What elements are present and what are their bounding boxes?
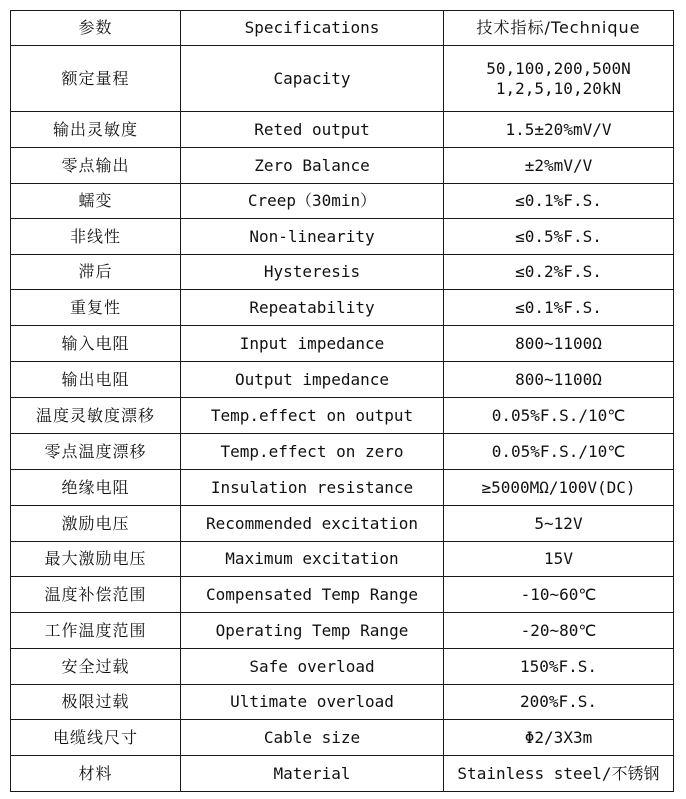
param-value: 800~1100Ω bbox=[444, 326, 674, 362]
param-value: 150%F.S. bbox=[444, 649, 674, 685]
table-row bbox=[11, 756, 674, 792]
header-param: 参数 bbox=[11, 11, 181, 46]
table-row bbox=[11, 219, 674, 255]
header-row bbox=[11, 11, 674, 46]
param-name-en: Capacity bbox=[181, 46, 444, 112]
param-name-en: Ultimate overload bbox=[181, 685, 444, 720]
param-name-en: Non-linearity bbox=[181, 219, 444, 255]
param-name-en: Maximum excitation bbox=[181, 542, 444, 577]
param-value: -20~80℃ bbox=[444, 613, 674, 649]
param-name-zh: 重复性 bbox=[11, 290, 181, 326]
param-value: 200%F.S. bbox=[444, 685, 674, 720]
param-name-en: Material bbox=[181, 756, 444, 792]
param-name-zh: 最大激励电压 bbox=[11, 542, 181, 577]
param-name-zh: 绝缘电阻 bbox=[11, 470, 181, 506]
specifications-table bbox=[10, 10, 674, 792]
table-row bbox=[11, 506, 674, 542]
param-name-en: Input impedance bbox=[181, 326, 444, 362]
param-value: -10~60℃ bbox=[444, 577, 674, 613]
param-name-en: Creep（30min） bbox=[181, 184, 444, 219]
param-value: 0.05%F.S./10℃ bbox=[444, 398, 674, 434]
param-name-en: Hysteresis bbox=[181, 255, 444, 290]
param-value: ≤0.1%F.S. bbox=[444, 290, 674, 326]
param-name-zh: 输出电阻 bbox=[11, 362, 181, 398]
param-value: 5~12V bbox=[444, 506, 674, 542]
param-value: 0.05%F.S./10℃ bbox=[444, 434, 674, 470]
param-name-zh: 安全过载 bbox=[11, 649, 181, 685]
param-name-zh: 输入电阻 bbox=[11, 326, 181, 362]
param-value: 1.5±20%mV/V bbox=[444, 112, 674, 148]
param-value: 800~1100Ω bbox=[444, 362, 674, 398]
param-value-line: 1,2,5,10,20kN bbox=[495, 78, 622, 98]
param-name-zh: 非线性 bbox=[11, 219, 181, 255]
table-row bbox=[11, 46, 674, 112]
table-row bbox=[11, 613, 674, 649]
table-row bbox=[11, 470, 674, 506]
param-name-zh: 零点输出 bbox=[11, 148, 181, 184]
table-row bbox=[11, 184, 674, 219]
table-row bbox=[11, 290, 674, 326]
param-name-zh: 极限过载 bbox=[11, 685, 181, 720]
param-name-en: Output impedance bbox=[181, 362, 444, 398]
param-name-en: Recommended excitation bbox=[181, 506, 444, 542]
table-row bbox=[11, 362, 674, 398]
table-row bbox=[11, 112, 674, 148]
param-name-en: Reted output bbox=[181, 112, 444, 148]
param-name-zh: 输出灵敏度 bbox=[11, 112, 181, 148]
param-name-zh: 工作温度范围 bbox=[11, 613, 181, 649]
param-name-en: Insulation resistance bbox=[181, 470, 444, 506]
table-row bbox=[11, 434, 674, 470]
table-row bbox=[11, 255, 674, 290]
table-row bbox=[11, 398, 674, 434]
param-value-line: 50,100,200,500N bbox=[486, 58, 631, 78]
table-row bbox=[11, 326, 674, 362]
table-row bbox=[11, 685, 674, 720]
param-value: ±2%mV/V bbox=[444, 148, 674, 184]
param-name-zh: 蠕变 bbox=[11, 184, 181, 219]
table-row bbox=[11, 649, 674, 685]
param-value: ≤0.2%F.S. bbox=[444, 255, 674, 290]
param-name-zh: 激励电压 bbox=[11, 506, 181, 542]
param-value bbox=[444, 46, 674, 112]
param-name-en: Compensated Temp Range bbox=[181, 577, 444, 613]
param-value: 15V bbox=[444, 542, 674, 577]
param-name-zh: 滞后 bbox=[11, 255, 181, 290]
param-name-zh: 温度灵敏度漂移 bbox=[11, 398, 181, 434]
param-name-en: Safe overload bbox=[181, 649, 444, 685]
param-name-en: Repeatability bbox=[181, 290, 444, 326]
header-spec: Specifications bbox=[181, 11, 444, 46]
param-value: Stainless steel/不锈钢 bbox=[444, 756, 674, 792]
specifications-table-body bbox=[11, 11, 674, 792]
param-name-en: Temp.effect on zero bbox=[181, 434, 444, 470]
param-name-zh: 电缆线尺寸 bbox=[11, 720, 181, 756]
table-row bbox=[11, 720, 674, 756]
header-technique: 技术指标/Technique bbox=[444, 11, 674, 46]
param-name-en: Cable size bbox=[181, 720, 444, 756]
table-row bbox=[11, 542, 674, 577]
param-name-en: Operating Temp Range bbox=[181, 613, 444, 649]
param-name-en: Temp.effect on output bbox=[181, 398, 444, 434]
param-name-zh: 零点温度漂移 bbox=[11, 434, 181, 470]
param-name-zh: 材料 bbox=[11, 756, 181, 792]
table-row bbox=[11, 148, 674, 184]
param-value: ≥5000MΩ/100V(DC) bbox=[444, 470, 674, 506]
param-value: Φ2/3X3m bbox=[444, 720, 674, 756]
param-name-zh: 额定量程 bbox=[11, 46, 181, 112]
param-value: ≤0.1%F.S. bbox=[444, 184, 674, 219]
param-name-en: Zero Balance bbox=[181, 148, 444, 184]
table-row bbox=[11, 577, 674, 613]
param-value: ≤0.5%F.S. bbox=[444, 219, 674, 255]
param-name-zh: 温度补偿范围 bbox=[11, 577, 181, 613]
